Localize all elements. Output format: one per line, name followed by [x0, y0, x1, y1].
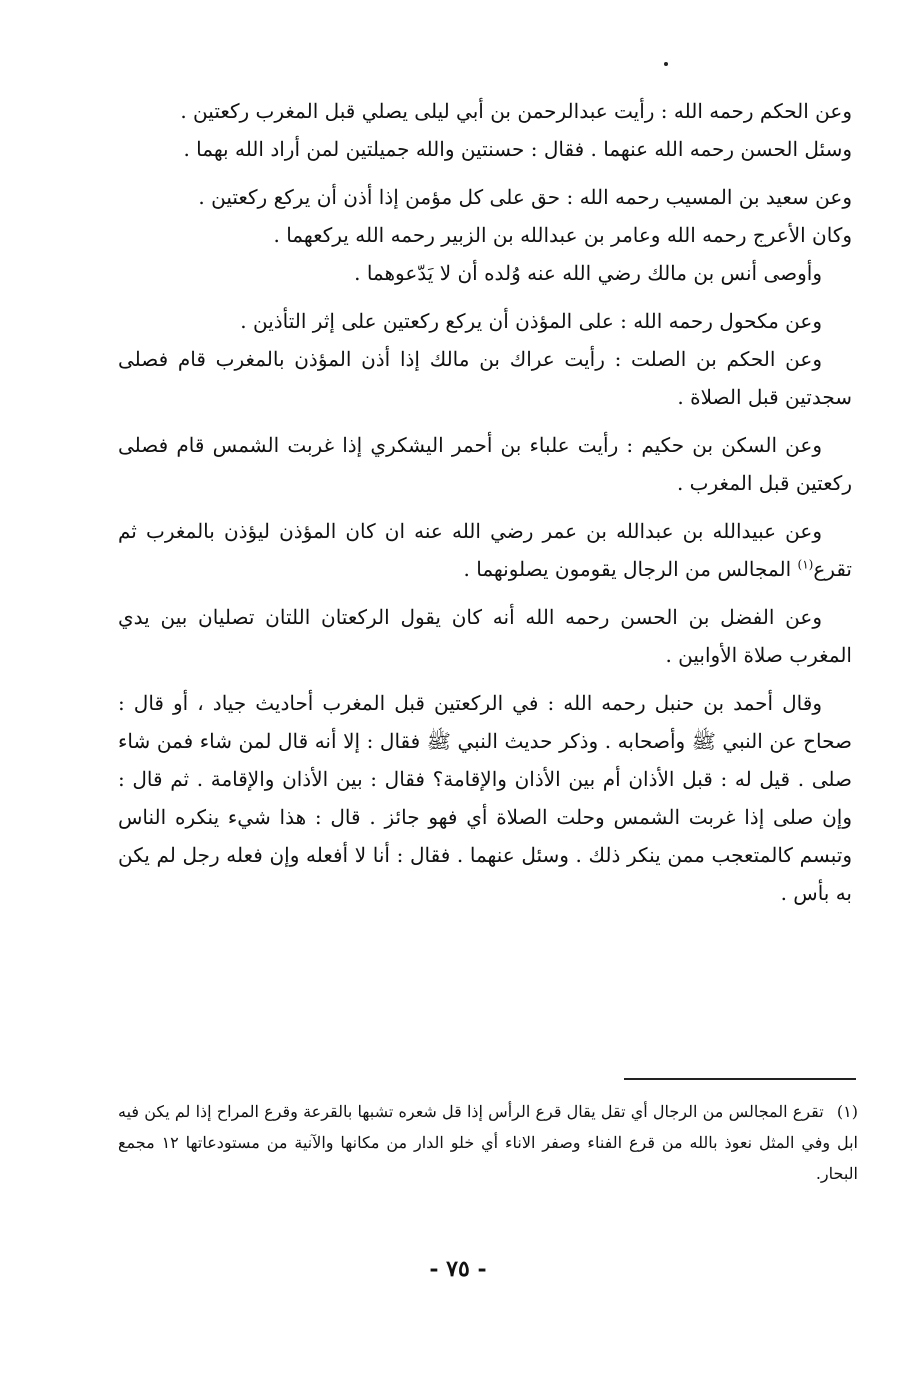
paragraph: وعن سعيد بن المسيب رحمه الله : حق على كل مؤمن إذا أذن أن يركع ركعتين .	[198, 185, 852, 209]
footnote-marker: (١)	[836, 1102, 858, 1121]
paragraph: وعن مكحول رحمه الله : على المؤذن أن يركع ركعتين على إثر التأذين .	[240, 309, 822, 333]
footnote-text: تقرع المجالس من الرجال أي تقل يقال قرع الرأس إذا قل شعره تشبها بالقرعة وقرع المراح إذا لم يكن فيه ابل وفي المثل نعوذ بالله من قرع الفناء وصفر الاناء أي خلو الدار من مكانها والآنية من مستودعاتها ١٢ مجمع البحار.	[118, 1102, 859, 1183]
paragraph: وقال أحمد بن حنبل رحمه الله : في الركعتين قبل المغرب أحاديث جياد ، أو قال : صحاح عن النبي ﷺ وأصحابه . وذكر حديث النبي ﷺ فقال : إلا أنه قال لمن شاء فمن شاء صلى . قيل له : قبل الأذان أم بين الأذان والإقامة؟ فقال : بين الأذان والإقامة . ثم قال : وإن صلى إذا غربت الشمس وحلت الصلاة أي فهو جائز . قال : هذا شيء ينكره الناس وتبسم كالمتعجب ممن ينكر ذلك . وسئل عنهما . فقال : أنا لا أفعله وإن فعله رجل لم يكن به بأس .	[118, 691, 852, 905]
paragraph: وعن الحكم رحمه الله : رأيت عبدالرحمن بن أبي ليلى يصلي قبل المغرب ركعتين .	[180, 99, 852, 123]
paragraph: وعن الحكم بن الصلت : رأيت عراك بن مالك إذا أذن المؤذن بالمغرب قام فصلى سجدتين قبل الصلاة .	[118, 347, 852, 409]
paragraph-text: المجالس من الرجال يقومون يصلونهما .	[463, 557, 792, 581]
footnote-separator	[624, 1078, 856, 1080]
footnote	[118, 1096, 858, 1189]
paragraph-text: وعن عبيدالله بن عبدالله بن عمر رضي الله عنه ان كان المؤذن ليؤذن بالمغرب ثم تقرع	[118, 519, 852, 581]
paragraph: وكان الأعرج رحمه الله وعامر بن عبدالله بن الزبير رحمه الله يركعهما .	[273, 223, 852, 247]
paragraph-with-footnote	[118, 512, 852, 588]
paragraph: وعن السكن بن حكيم : رأيت علباء بن أحمر اليشكري إذا غربت الشمس قام فصلى ركعتين قبل المغرب .	[118, 433, 852, 495]
paragraph: وأوصى أنس بن مالك رضي الله عنه وُلده أن لا يَدّعوهما .	[354, 261, 822, 285]
paragraph: وسئل الحسن رحمه الله عنهما . فقال : حسنتين والله جميلتين لمن أراد الله بهما .	[183, 137, 852, 161]
ink-dot	[664, 62, 668, 66]
footnote-reference: (١)	[797, 557, 814, 572]
main-text	[118, 92, 852, 912]
paragraph: وعن الفضل بن الحسن رحمه الله أنه كان يقول الركعتان اللتان تصليان بين يدي المغرب صلاة الأوابين .	[118, 605, 852, 667]
page-number: - ٧٥ -	[429, 1256, 487, 1282]
